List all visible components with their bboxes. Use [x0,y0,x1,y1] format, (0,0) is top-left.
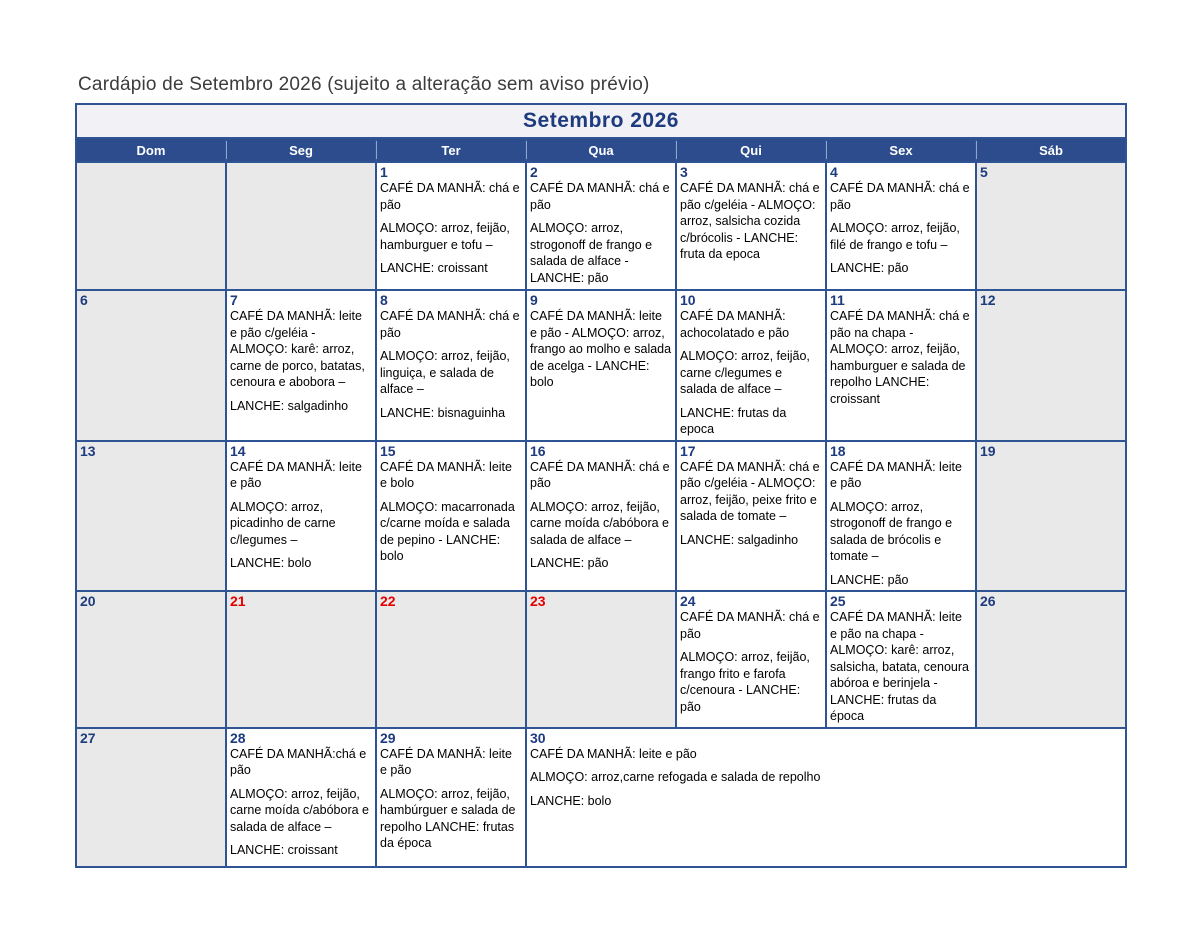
day-header-dom: Dom [76,138,226,162]
week-row-1 [76,162,1126,290]
day-cell-22 [376,591,526,728]
menu-paragraph: LANCHE: bolo [230,556,312,570]
day-cell-24 [676,591,826,728]
calendar [75,103,1125,868]
day-cell-23 [526,591,676,728]
day-cell-28 [226,728,376,867]
menu-paragraph: CAFÉ DA MANHÃ: chá e pão [530,181,670,212]
day-number-28: 28 [230,729,246,746]
day-cell-16 [526,441,676,592]
cell-content [377,291,525,423]
day-number-18: 18 [830,442,846,459]
cell-content [227,163,375,166]
day-cell-6 [76,290,226,441]
day-cell-12 [976,290,1126,441]
day-cell-11 [826,290,976,441]
cell-content [677,163,825,265]
day-number-10: 10 [680,292,696,308]
cell-content [527,291,675,393]
day-number-4: 4 [830,164,838,180]
day-cell-7 [226,290,376,441]
menu-paragraph: LANCHE: frutas da epoca [680,405,787,436]
menu-paragraph: CAFÉ DA MANHÃ: leite e pão [380,746,512,777]
day-number-17: 17 [680,442,696,459]
menu-paragraph: LANCHE: croissant [380,261,488,275]
day-header-row [76,138,1126,162]
menu-paragraph: ALMOÇO: arroz, feijão, hambúrguer e salada de repolho LANCHE: frutas da época [380,786,516,850]
cell-content [827,163,975,279]
day-number-20: 20 [80,593,96,609]
cell-content [977,442,1125,461]
month-title-row [76,104,1126,138]
day-number-12: 12 [980,292,996,308]
day-cell-14 [226,441,376,592]
menu-paragraph: ALMOÇO: arroz, picadinho de carne c/legumes – [230,499,336,547]
menu-paragraph: CAFÉ DA MANHÃ: leite e pão c/geléia - ALMOÇO: karê: arroz, carne de porco, batatas, cenoura e abobora – [230,309,365,389]
day-header-ter: Ter [376,138,526,162]
menu-paragraph: CAFÉ DA MANHÃ: chá e pão [680,610,820,641]
menu-paragraph: ALMOÇO: arroz, strogonoff de frango e salada de alface - LANCHE: pão [530,221,653,285]
cell-content [377,592,525,611]
cell-content [527,729,1125,812]
day-number-30: 30 [530,729,546,746]
day-number-29: 29 [380,729,396,746]
day-number-16: 16 [530,442,546,459]
day-header-qua: Qua [526,138,676,162]
page-title: Cardápio de Setembro 2026 (sujeito a alteração sem aviso prévio) [78,74,650,95]
day-number-2: 2 [530,164,538,180]
menu-paragraph: ALMOÇO: arroz, feijão, carne c/legumes e salada de alface – [680,349,810,396]
day-cell-17 [676,441,826,592]
day-header-sex: Sex [826,138,976,162]
menu-paragraph: LANCHE: salgadinho [680,532,799,547]
menu-paragraph: LANCHE: bisnaguinha [380,405,506,420]
cell-content [827,592,975,727]
empty-cell [76,162,226,290]
menu-paragraph: ALMOÇO: arroz, feijão, linguiça, e salada de alface – [380,349,510,396]
menu-paragraph: ALMOÇO: arroz, feijão, frango frito e farofa c/cenoura - LANCHE: pão [680,650,810,714]
day-number-15: 15 [380,442,396,459]
day-cell-9 [526,290,676,441]
menu-paragraph: LANCHE: bolo [530,793,612,808]
cell-content [527,592,675,611]
menu-paragraph: ALMOÇO: arroz, feijão, carne moída c/abóbora e salada de alface – [230,786,369,834]
day-cell-20 [76,591,226,728]
day-cell-18 [826,441,976,592]
day-cell-8 [376,290,526,441]
cell-content [377,442,525,567]
week-row-2 [76,290,1126,441]
cell-content [677,592,825,717]
menu-paragraph: ALMOÇO: arroz,carne refogada e salada de repolho [530,770,821,784]
day-number-11: 11 [830,292,845,308]
cell-content [677,442,825,551]
day-header-seg: Seg [226,138,376,162]
menu-paragraph: CAFÉ DA MANHÃ: leite e pão na chapa - ALMOÇO: karê: arroz, salsicha, batata, cenoura abóroa e berinjela - LANCHE: frutas da época [830,610,969,723]
cell-content [677,291,825,440]
menu-paragraph: LANCHE: croissant [230,843,338,857]
cell-content [77,729,225,748]
cell-content [977,592,1125,611]
day-cell-21 [226,591,376,728]
menu-paragraph: CAFÉ DA MANHÃ:chá e pão [230,746,367,777]
day-cell-3 [676,162,826,290]
cell-content [227,592,375,611]
menu-paragraph: ALMOÇO: arroz, strogonoff de frango e salada de brócolis e tomate – [830,499,953,563]
day-cell-26 [976,591,1126,728]
cell-content [227,442,375,574]
day-cell-25 [826,591,976,728]
menu-paragraph: CAFÉ DA MANHÃ: leite e pão [830,459,962,490]
day-header-qui: Qui [676,138,826,162]
menu-paragraph: CAFÉ DA MANHÃ: leite e pão - ALMOÇO: arroz, frango ao molho e salada de acelga - LANCHE: bolo [530,309,672,389]
menu-paragraph: LANCHE: pão [530,556,609,570]
day-number-6: 6 [80,292,88,308]
day-cell-19 [976,441,1126,592]
cell-content [377,729,525,854]
day-number-21: 21 [230,593,246,609]
cell-content [827,291,975,409]
menu-paragraph: CAFÉ DA MANHÃ: chá e pão [530,459,670,490]
empty-cell [226,162,376,290]
cell-content [977,291,1125,310]
day-cell-1 [376,162,526,290]
calendar-table [75,103,1127,868]
cell-content [77,291,225,310]
menu-paragraph: LANCHE: pão [830,261,909,275]
month-title-cell [76,104,1126,138]
day-number-5: 5 [980,164,988,180]
day-number-7: 7 [230,292,238,308]
cell-content [227,291,375,416]
menu-paragraph: CAFÉ DA MANHÃ: leite e bolo [380,459,512,490]
week-row-5 [76,728,1126,867]
cell-content [377,163,525,279]
day-number-13: 13 [80,442,96,459]
day-number-27: 27 [80,729,96,746]
day-number-1: 1 [380,164,388,180]
menu-paragraph: LANCHE: pão [830,572,909,587]
day-cell-13 [76,441,226,592]
day-number-23: 23 [530,593,546,609]
menu-paragraph: CAFÉ DA MANHÃ: chá e pão [830,181,970,212]
cell-content [77,163,225,166]
day-header-sáb: Sáb [976,138,1126,162]
menu-paragraph: ALMOÇO: arroz, feijão, carne moída c/abóbora e salada de alface – [530,499,669,547]
day-number-14: 14 [230,442,246,459]
day-cell-30 [526,728,1126,867]
menu-paragraph: CAFÉ DA MANHÃ: chá e pão [380,181,520,212]
menu-paragraph: ALMOÇO: arroz, feijão, hamburguer e tofu – [380,221,510,252]
menu-paragraph: ALMOÇO: arroz, feijão, filé de frango e tofu – [830,221,960,252]
cell-content [77,442,225,461]
day-number-25: 25 [830,593,846,609]
cell-content [227,729,375,861]
week-row-3 [76,441,1126,592]
day-cell-27 [76,728,226,867]
week-row-4 [76,591,1126,728]
menu-paragraph: CAFÉ DA MANHÃ: leite e pão [530,746,697,761]
menu-paragraph: ALMOÇO: macarronada c/carne moída e salada de pepino - LANCHE: bolo [380,499,515,563]
cell-content [527,163,675,288]
day-cell-10 [676,290,826,441]
day-number-26: 26 [980,593,996,609]
menu-paragraph: CAFÉ DA MANHÃ: chá e pão [380,309,520,340]
day-cell-15 [376,441,526,592]
day-number-24: 24 [680,593,696,609]
menu-paragraph: LANCHE: salgadinho [230,398,349,413]
day-number-22: 22 [380,593,396,609]
day-cell-5 [976,162,1126,290]
cell-content [527,442,675,574]
day-cell-29 [376,728,526,867]
menu-paragraph: CAFÉ DA MANHÃ: achocolatado e pão [680,309,790,340]
day-number-19: 19 [980,442,996,459]
day-cell-2 [526,162,676,290]
menu-paragraph: CAFÉ DA MANHÃ: chá e pão c/geléia - ALMOÇO: arroz, feijão, peixe frito e salada de tomate – [680,459,820,523]
month-title: Setembro 2026 [523,109,679,132]
menu-paragraph: CAFÉ DA MANHÃ: chá e pão na chapa - ALMOÇO: arroz, feijão, hamburguer e salada de repolho LANCHE: croissant [830,309,970,406]
day-number-3: 3 [680,164,688,180]
day-cell-4 [826,162,976,290]
cell-content [77,592,225,611]
day-number-9: 9 [530,292,538,308]
day-number-8: 8 [380,292,388,308]
cell-content [977,163,1125,182]
cell-content [827,442,975,591]
menu-paragraph: CAFÉ DA MANHÃ: leite e pão [230,459,362,490]
menu-paragraph: CAFÉ DA MANHÃ: chá e pão c/geléia - ALMOÇO: arroz, salsicha cozida c/brócolis - LANCHE: fruta da epoca [680,181,820,261]
